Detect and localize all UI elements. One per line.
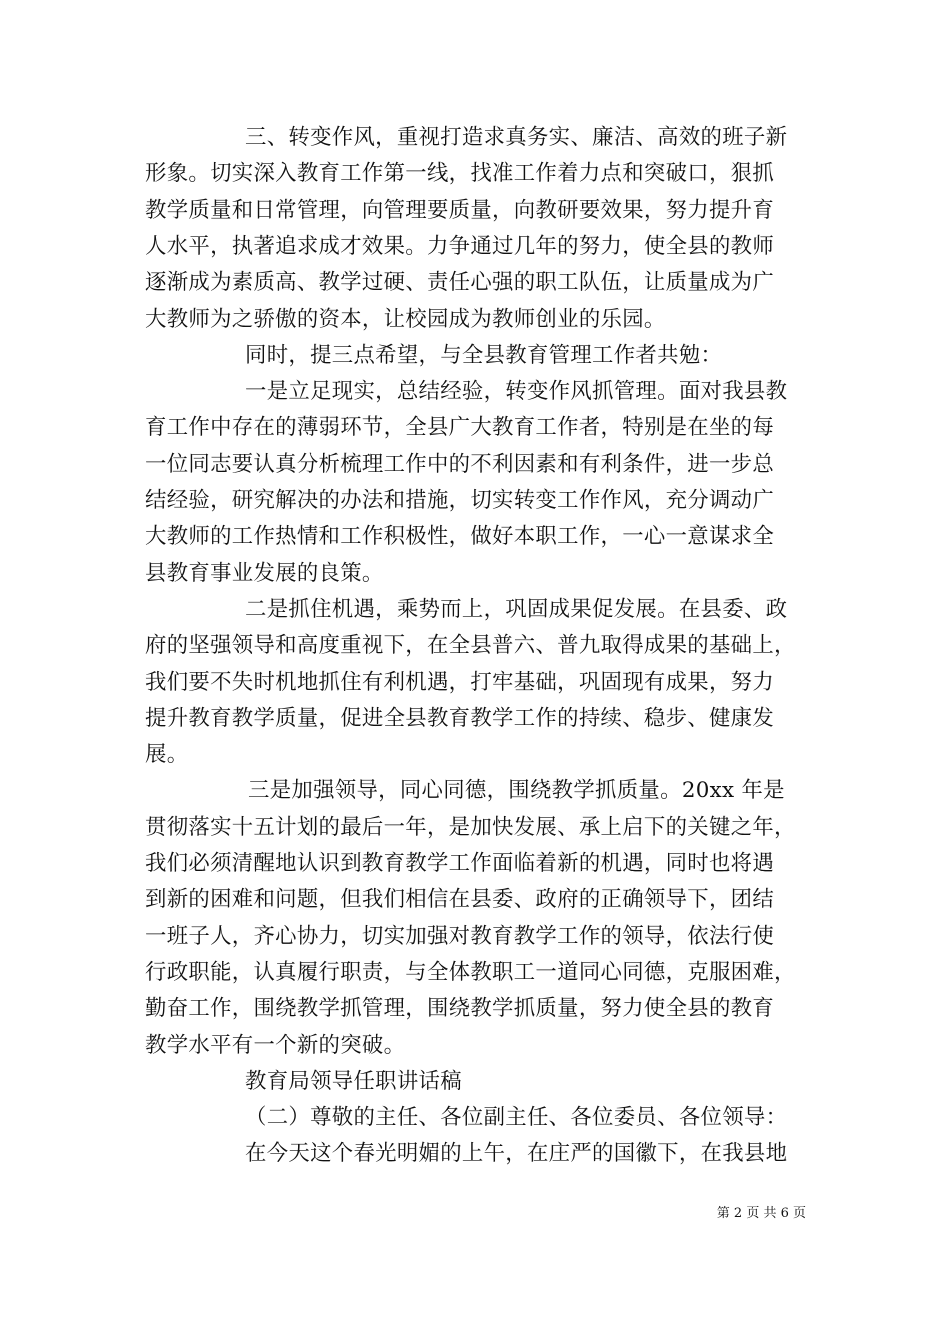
text-line: 形象。切实深入教育工作第一线，找准工作着力点和突破口，狠抓 <box>145 161 775 187</box>
text-line: 行政职能，认真履行职责，与全体教职工一道同心同德，克服困难， <box>145 959 796 985</box>
page-number-footer: 第 2 页 共 6 页 <box>716 1206 806 1221</box>
text-line: 我们必须清醒地认识到教育教学工作面临着新的机遇，同时也将遇 <box>145 851 775 876</box>
text-line: 教学水平有一个新的突破。 <box>145 1032 406 1058</box>
text-line: 一班子人，齐心协力，切实加强对教育教学工作的领导，依法行使 <box>145 923 775 949</box>
text-line: 三是加强领导，同心同德，围绕教学抓质量。20xx 年是 <box>248 778 785 804</box>
text-line: 我们要不失时机地抓住有利机遇，打牢基础，巩固现有成果，努力 <box>145 669 775 695</box>
text-line: 教学质量和日常管理，向管理要质量，向教研要效果，努力提升育 <box>145 197 775 223</box>
text-line: 教育局领导任职讲话稿 <box>245 1068 462 1094</box>
text-line: 到新的困难和问题，但我们相信在县委、政府的正确领导下，团结 <box>145 887 775 913</box>
text-line: 提升教育教学质量，促进全县教育教学工作的持续、稳步、健康发 <box>145 705 775 731</box>
text-line: 贯彻落实十五计划的最后一年，是加快发展、承上启下的关键之年， <box>145 814 796 840</box>
text-line: 勤奋工作，围绕教学抓管理，围绕教学抓质量，努力使全县的教育 <box>145 996 775 1022</box>
text-line: 府的坚强领导和高度重视下，在全县普六、普九取得成果的基础上， <box>145 633 796 659</box>
text-line: 逐渐成为素质高、教学过硬、责任心强的职工队伍，让质量成为广 <box>145 270 775 296</box>
text-line: 展。 <box>145 742 189 768</box>
text-line: 在今天这个春光明媚的上午，在庄严的国徽下，在我县地 <box>245 1141 788 1167</box>
text-line: 一位同志要认真分析梳理工作中的不利因素和有利条件，进一步总 <box>145 451 775 477</box>
text-line: 一是立足现实，总结经验，转变作风抓管理。面对我县教 <box>245 379 788 405</box>
text-line: （二）尊敬的主任、各位副主任、各位委员、各位领导： <box>245 1105 788 1131</box>
text-line: 三、转变作风，重视打造求真务实、廉洁、高效的班子新 <box>245 125 788 150</box>
text-line: 大教师的工作热情和工作积极性，做好本职工作，一心一意谋求全 <box>145 524 775 550</box>
text-line: 人水平，执著追求成才效果。力争通过几年的努力，使全县的教师 <box>145 233 775 259</box>
text-line: 结经验，研究解决的办法和措施，切实转变工作作风，充分调动广 <box>145 488 775 513</box>
text-line: 县教育事业发展的良策。 <box>145 560 384 586</box>
text-line: 育工作中存在的薄弱环节，全县广大教育工作者，特别是在坐的每 <box>145 415 775 441</box>
text-line: 同时，提三点希望，与全县教育管理工作者共勉： <box>245 342 723 368</box>
text-line: 二是抓住机遇，乘势而上，巩固成果促发展。在县委、政 <box>245 596 788 622</box>
text-line: 大教师为之骄傲的资本，让校园成为教师创业的乐园。 <box>145 306 666 332</box>
